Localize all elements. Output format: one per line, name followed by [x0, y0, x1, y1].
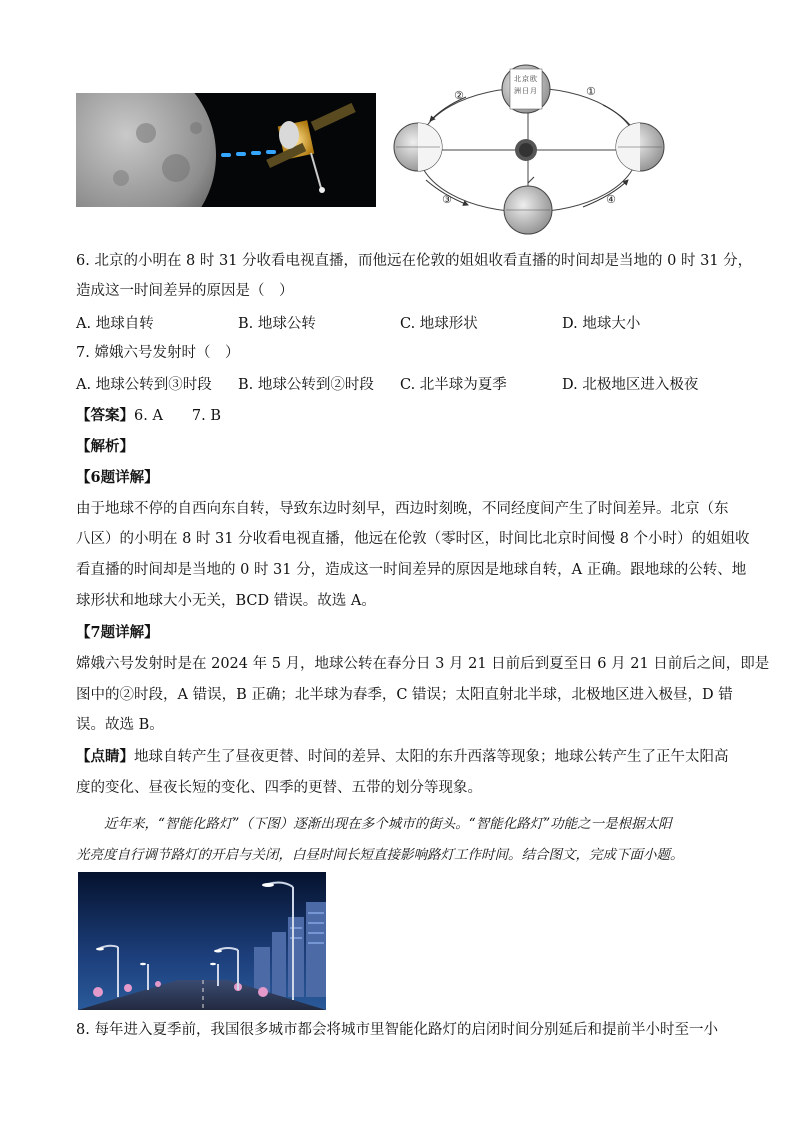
street-light-illustration [78, 872, 326, 1010]
d6-line3: 看直播的时间却是当地的 0 时 31 分，造成这一时间差异的原因是地球自转，A 正确。跟地球的公转、地 [76, 562, 747, 578]
analysis-label: 【解析】 [76, 438, 134, 455]
q6-option-d: D. 地球大小 [562, 316, 641, 332]
earth-orbit-diagram [388, 55, 678, 245]
q7-option-b: B. 地球公转到②时段 [238, 377, 374, 393]
period-label-3: ③ [442, 193, 452, 206]
q7-option-c: C. 北半球为夏季 [400, 377, 507, 393]
d7-line2: 图中的②时段，A 错误，B 正确；北半球为春季，C 错误；太阳直射北半球，北极地区进入极昼，D 错 [76, 687, 733, 703]
q7-option-a: A. 地球公转到③时段 [76, 377, 212, 393]
period-label-1: ① [586, 85, 596, 98]
d6-line2: 八区）的小明在 8 时 31 分收看电视直播，他远在伦敦（零时区，时间比北京时间慢 8 个小时）的姐姐收 [76, 531, 750, 547]
q6-stem-line1: 6. 北京的小明在 8 时 31 分收看电视直播，而他远在伦敦的姐姐收看直播的时间却是当地的 0 时 31 分， [76, 253, 753, 269]
answer-line [76, 404, 221, 428]
answer-text: 6. A 7. B [134, 408, 222, 424]
tip-line1 [76, 745, 729, 769]
calendar-text-4: 洲 [514, 87, 521, 95]
answer-label: 【答案】 [76, 407, 134, 424]
orbit-svg [388, 55, 678, 245]
earth-bottom [504, 177, 552, 234]
q6-option-c: C. 地球形状 [400, 316, 478, 332]
q7-option-d: D. 北极地区进入极夜 [562, 377, 699, 393]
d6-label: 【6题详解】 [76, 469, 159, 486]
intro-line1: 近年来，“智能化路灯”（下图）逐渐出现在多个城市的街头。“智能化路灯”功能之一是根据太阳 [104, 816, 672, 832]
q6-option-b: B. 地球公转 [238, 316, 316, 332]
d7-line3: 误。故选 B。 [76, 717, 164, 733]
moon-satellite-photo [76, 93, 376, 207]
earth-right [616, 123, 664, 171]
q8-stem: 8. 每年进入夏季前，我国很多城市都会将城市里智能化路灯的启闭时间分别延后和提前半小时至一小 [76, 1022, 718, 1038]
calendar-text-2: 京 [522, 75, 529, 83]
calendar-text-3: 欧 [530, 75, 537, 83]
tip-line2: 度的变化、昼夜长短的变化、四季的更替、五带的划分等现象。 [76, 780, 482, 796]
earth-top [502, 65, 550, 113]
street-light-photo [78, 872, 326, 1010]
calendar-text-6: 月 [530, 87, 537, 95]
earth-left [394, 123, 442, 171]
calendar-text-1: 北 [514, 75, 521, 83]
d7-label: 【7题详解】 [76, 624, 159, 641]
calendar-text-5: 日 [522, 87, 529, 95]
period-label-2: ② [454, 89, 464, 102]
d6-line1: 由于地球不停的自西向东自转，导致东边时刻早，西边时刻晚，不同经度间产生了时间差异。北京（东 [76, 501, 729, 517]
q6-stem-line2: 造成这一时间差异的原因是（ ） [76, 283, 294, 299]
d7-line1: 嫦娥六号发射时是在 2024 年 5 月，地球公转在春分日 3 月 21 日前后到夏至日 6 月 21 日前后之间，即是 [76, 656, 770, 672]
period-label-4: ④ [606, 193, 616, 206]
tip-text-1: 地球自转产生了昼夜更替、时间的差异、太阳的东升西落等现象；地球公转产生了正午太阳高 [134, 749, 729, 765]
tip-label: 【点睛】 [76, 748, 134, 765]
q7-stem: 7. 嫦娥六号发射时（ ） [76, 345, 240, 361]
intro-line2: 光亮度自行调节路灯的开启与关闭，白昼时间长短直接影响路灯工作时间。结合图文，完成下面小题。 [76, 847, 684, 863]
d6-line4: 球形状和地球大小无关，BCD 错误。故选 A。 [76, 593, 376, 609]
q6-option-a: A. 地球自转 [76, 316, 154, 332]
moon-satellite-illustration [76, 93, 376, 207]
